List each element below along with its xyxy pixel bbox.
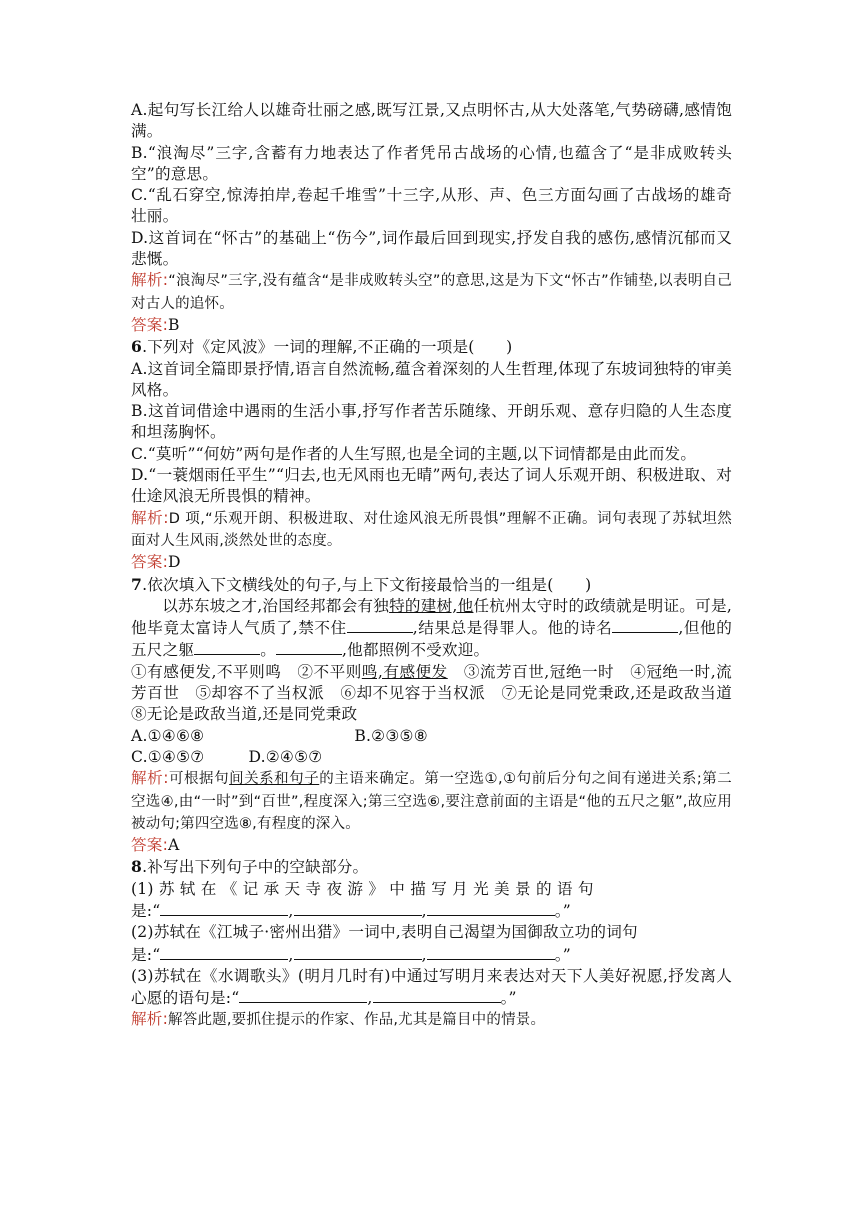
answer-value: B — [168, 315, 180, 334]
choices-text: ③流芳百世,冠绝一时 ④冠绝一时,流芳百世 ⑤却容不了当权派 ⑥却不见容于当权派 ⑦无论是同党秉政,还是政敌当道 ⑧无论是政敌当道,还是同党秉政 — [131, 662, 748, 724]
separator: , — [421, 901, 427, 920]
fill-blank-2 — [612, 617, 678, 633]
q5-option-b: B.“浪淘尽”三字,含蓄有力地表达了作者凭吊古战场的心情,也蕴含了“是非成败转头空”的意思。 — [131, 143, 732, 183]
question-number: 8 — [131, 857, 143, 877]
question-text: .依次填入下文横线处的句子,与上下文衔接最恰当的一组是( ) — [142, 575, 592, 594]
q7-option-c: C.①④⑤⑦ — [131, 747, 205, 766]
q8-item-1-blanks — [131, 900, 732, 922]
analysis-label: 解析: — [131, 508, 169, 527]
q8-item-2-blanks — [131, 944, 732, 966]
choices-text: ①有感便发,不平则鸣 ②不平则 — [131, 662, 362, 681]
fill-blank — [160, 900, 288, 916]
passage-text: 任杭州太守时的政绩就是明证。可是,他毕竟太富诗人气质了,禁不住 — [131, 596, 732, 638]
q7-options-row-1 — [131, 726, 732, 747]
item-text: 是:“ — [131, 945, 161, 964]
fill-blank-1 — [347, 617, 413, 633]
fill-blank-4 — [276, 639, 342, 655]
passage-text: ,他都照例不受欢迎。 — [341, 641, 490, 660]
fill-blank — [373, 987, 501, 1003]
q5-option-a: A.起句写长江给人以雄奇壮丽之感,既写江景,又点明怀古,从大处落笔,气势磅礴,感情饱满。 — [131, 101, 732, 141]
q5-answer — [131, 315, 732, 336]
fill-blank — [239, 987, 367, 1003]
answer-value: A — [168, 836, 180, 855]
analysis-text: “浪淘尽”三字,没有蕴含“是非成败转头空”的意思,这是为下文“怀古”作铺垫,以表明自己对古人的追怀。 — [131, 273, 732, 312]
q5-analysis — [131, 270, 732, 315]
answer-label: 答案: — [131, 553, 169, 572]
analysis-text: 解答此题,要抓住提示的作家、作品,尤其是篇目中的情景。 — [168, 1012, 546, 1029]
fill-blank — [294, 944, 422, 960]
item-end: 。” — [554, 945, 571, 964]
question-text: .补写出下列句子中的空缺部分。 — [142, 858, 369, 877]
fill-blank — [427, 944, 555, 960]
question-number: 6 — [131, 337, 143, 357]
analysis-text: 可根据句 — [168, 771, 230, 788]
separator: , — [367, 989, 373, 1008]
q7-options-row-2 — [131, 747, 732, 768]
q7-option-d: D.②④⑤⑦ — [248, 747, 323, 766]
question-number: 7 — [131, 574, 143, 594]
analysis-text: D 项,“乐观开朗、积极进取、对仕途风浪无所畏惧”理解不正确。词句表现了苏轼坦然面对人生风雨,淡然处世的态度。 — [131, 510, 733, 549]
q7-option-a: A.①④⑥⑧ — [131, 726, 205, 745]
passage-underlined: 特的建树,他 — [389, 596, 474, 615]
document-page — [131, 100, 748, 1032]
item-text: (3)苏轼在《水调歌头》(明月几时有)中通过写明月来表达对天下人美好祝愿,抒发离人心愿的语句是:“ — [131, 966, 732, 1008]
separator: , — [288, 901, 294, 920]
answer-label: 答案: — [131, 836, 169, 855]
passage-text: ,结果总是得罪人。他的诗名 — [412, 619, 613, 638]
q6-answer — [131, 552, 732, 573]
analysis-label: 解析: — [131, 769, 169, 788]
q7-option-b: B.②③⑤⑧ — [354, 726, 428, 745]
fill-blank-3 — [194, 639, 260, 655]
item-end: 。” — [500, 989, 517, 1008]
item-text: 是:“ — [131, 901, 161, 920]
q7-passage — [131, 596, 732, 662]
q5-option-d: D.这首词在“怀古”的基础上“伤今”,词作最后回到现实,抒发自我的感伤,感情沉郁而又悲慨。 — [131, 228, 732, 269]
analysis-label: 解析: — [131, 271, 169, 290]
q7-choices — [131, 662, 748, 726]
fill-blank — [160, 944, 288, 960]
analysis-text: 的主语来确定。第一空选①,①句前后分句之间有递进关系;第二空选④,由“一时”到“百世”,程度深入;第三空选⑥,要注意前面的主语是“他的五尺之躯”,故应用被动句;第四空选⑧,有程度的深入。 — [131, 771, 732, 832]
q7-analysis — [131, 768, 732, 835]
analysis-label: 解析: — [131, 1010, 169, 1029]
q7-answer — [131, 835, 732, 856]
q8-item-2 — [131, 922, 732, 943]
passage-text: 。 — [260, 641, 276, 660]
q5-option-c: C.“乱石穿空,惊涛拍岸,卷起千堆雪”十三字,从形、声、色三方面勾画了古战场的雄奇壮丽。 — [131, 186, 732, 226]
fill-blank — [294, 900, 422, 916]
passage-text: 以苏东坡之才,治国经邦都会有独 — [162, 596, 390, 615]
q6-analysis — [131, 508, 732, 553]
q6-stem — [131, 336, 732, 358]
q6-option-a: A.这首词全篇即景抒情,语言自然流畅,蕴含着深刻的人生哲理,体现了东坡词独特的审美风格。 — [131, 359, 732, 399]
q8-item-1 — [131, 879, 732, 900]
choices-underlined: 鸣,有感便发 — [361, 662, 448, 681]
item-text: (2)苏轼在《江城子·密州出猎》一词中,表明自己渴望为国御敌立功的词句 — [131, 923, 638, 942]
fill-blank — [427, 900, 555, 916]
q8-stem — [131, 856, 732, 878]
item-text: (1) 苏 轼 在 《 记 承 天 寺 夜 游 》 中 描 写 月 光 美 景 的 语 句 — [131, 879, 594, 898]
q8-analysis — [131, 1009, 732, 1031]
q6-option-c: C.“莫听”“何妨”两句是作者的人生写照,也是全词的主题,以下词情都是由此而发。 — [131, 444, 697, 463]
passage-text: ,但他的五尺之躯 — [131, 619, 732, 660]
answer-label: 答案: — [131, 315, 169, 334]
separator: , — [288, 945, 294, 964]
q6-option-b: B.这首词借途中遇雨的生活小事,抒写作者苦乐随缘、开朗乐观、意存归隐的人生态度和坦荡胸怀。 — [131, 402, 732, 442]
q7-stem — [131, 574, 732, 596]
separator: , — [421, 945, 427, 964]
analysis-underlined: 间关系和句子 — [229, 771, 320, 788]
item-end: 。” — [554, 901, 571, 920]
question-text: .下列对《定风波》一词的理解,不正确的一项是( ) — [142, 338, 513, 357]
q6-option-d: D.“一蓑烟雨任平生”“归去,也无风雨也无晴”两句,表达了词人乐观开朗、积极进取、对仕途风浪无所畏惧的精神。 — [131, 466, 732, 506]
q8-item-3 — [131, 966, 732, 1010]
answer-value: D — [168, 553, 181, 572]
